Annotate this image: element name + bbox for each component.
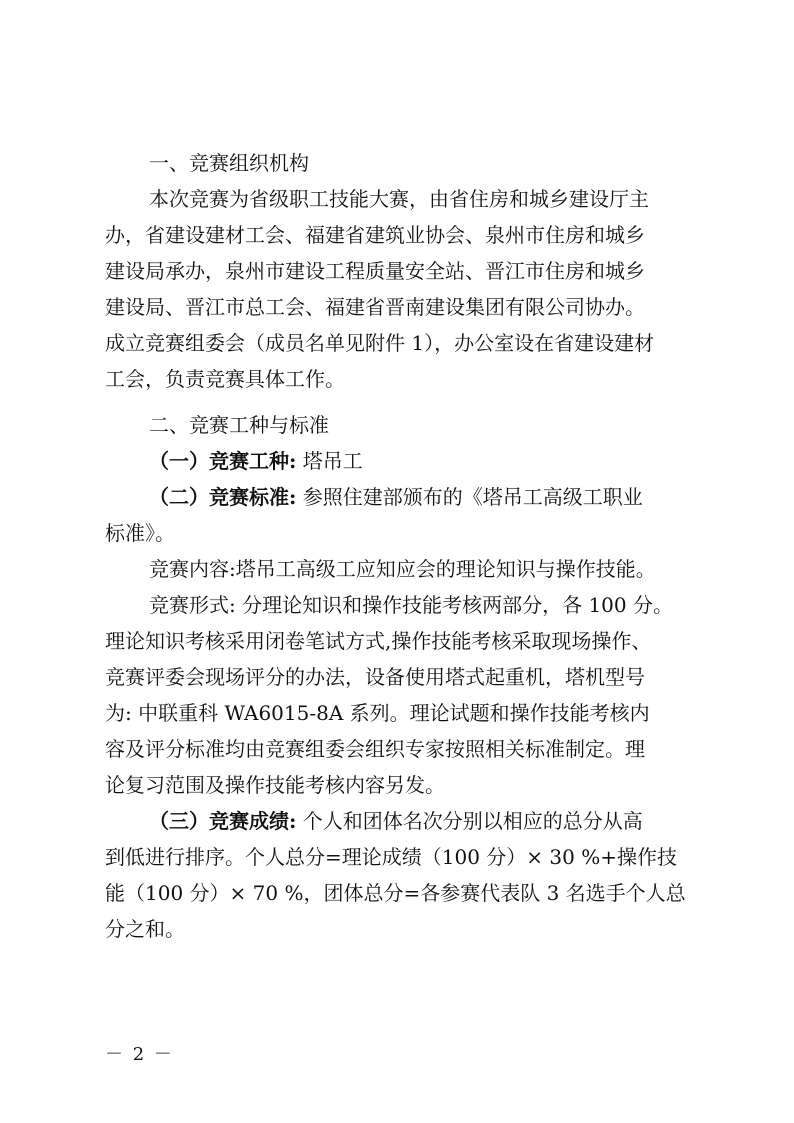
item-3-label: （三）竞赛成绩: xyxy=(149,809,297,833)
paragraph-line: 本次竞赛为省级职工技能大赛，由省住房和城乡建设厅主 xyxy=(149,187,649,211)
item-2-line xyxy=(105,479,695,515)
section-2 xyxy=(105,407,695,947)
item-1-text: 塔吊工 xyxy=(302,449,363,473)
section-1-heading: 一、竞赛组织机构 xyxy=(149,151,309,175)
item-2-continuation: 标准》。 xyxy=(105,521,175,545)
item-3-continuation: 能（100 分）× 70 %，团体总分=各参赛代表队 3 名选手个人总 xyxy=(105,881,686,905)
page-number: － 2 － xyxy=(105,1044,174,1065)
item-1-label: （一）竞赛工种: xyxy=(149,449,297,473)
paragraph-line: 工会，负责竞赛具体工作。 xyxy=(105,367,345,391)
paragraph-line: 办，省建设建材工会、福建省建筑业协会、泉州市住房和城乡 xyxy=(105,223,645,247)
paragraph-line: 建设局承办，泉州市建设工程质量安全站、晋江市住房和城乡 xyxy=(105,259,645,283)
form-line: 为: 中联重科 WA6015-8A 系列。理论试题和操作技能考核内 xyxy=(105,701,650,725)
paragraph-line: 建设局、晋江市总工会、福建省晋南建设集团有限公司协办。 xyxy=(105,295,645,319)
form-line: 容及评分标准均由竞赛组委会组织专家按照相关标准制定。理 xyxy=(105,737,645,761)
item-2-label: （二）竞赛标准: xyxy=(149,485,297,509)
item-2-text: 参照住建部颁布的《塔吊工高级工职业 xyxy=(302,485,643,509)
content-line: 竞赛内容:塔吊工高级工应知应会的理论知识与操作技能。 xyxy=(149,557,656,581)
item-1-line xyxy=(105,443,695,479)
item-3-continuation: 到低进行排序。个人总分=理论成绩（100 分）× 30 %+操作技 xyxy=(105,845,677,869)
paragraph-line: 成立竞赛组委会（成员名单见附件 1），办公室设在省建设建材 xyxy=(105,331,655,355)
item-3-text: 个人和团体名次分别以相应的总分从高 xyxy=(302,809,643,833)
form-line: 论复习范围及操作技能考核内容另发。 xyxy=(105,773,445,797)
section-1 xyxy=(105,145,695,397)
form-line: 竞赛形式: 分理论知识和操作技能考核两部分，各 100 分。 xyxy=(149,593,673,617)
form-line: 竞赛评委会现场评分的办法，设备使用塔式起重机，塔机型号 xyxy=(105,665,645,689)
section-2-heading: 二、竞赛工种与标准 xyxy=(149,413,329,437)
item-3-continuation: 分之和。 xyxy=(105,917,185,941)
form-line: 理论知识考核采用闭卷笔试方式,操作技能考核采取现场操作、 xyxy=(105,629,652,653)
item-3-line xyxy=(105,803,695,839)
